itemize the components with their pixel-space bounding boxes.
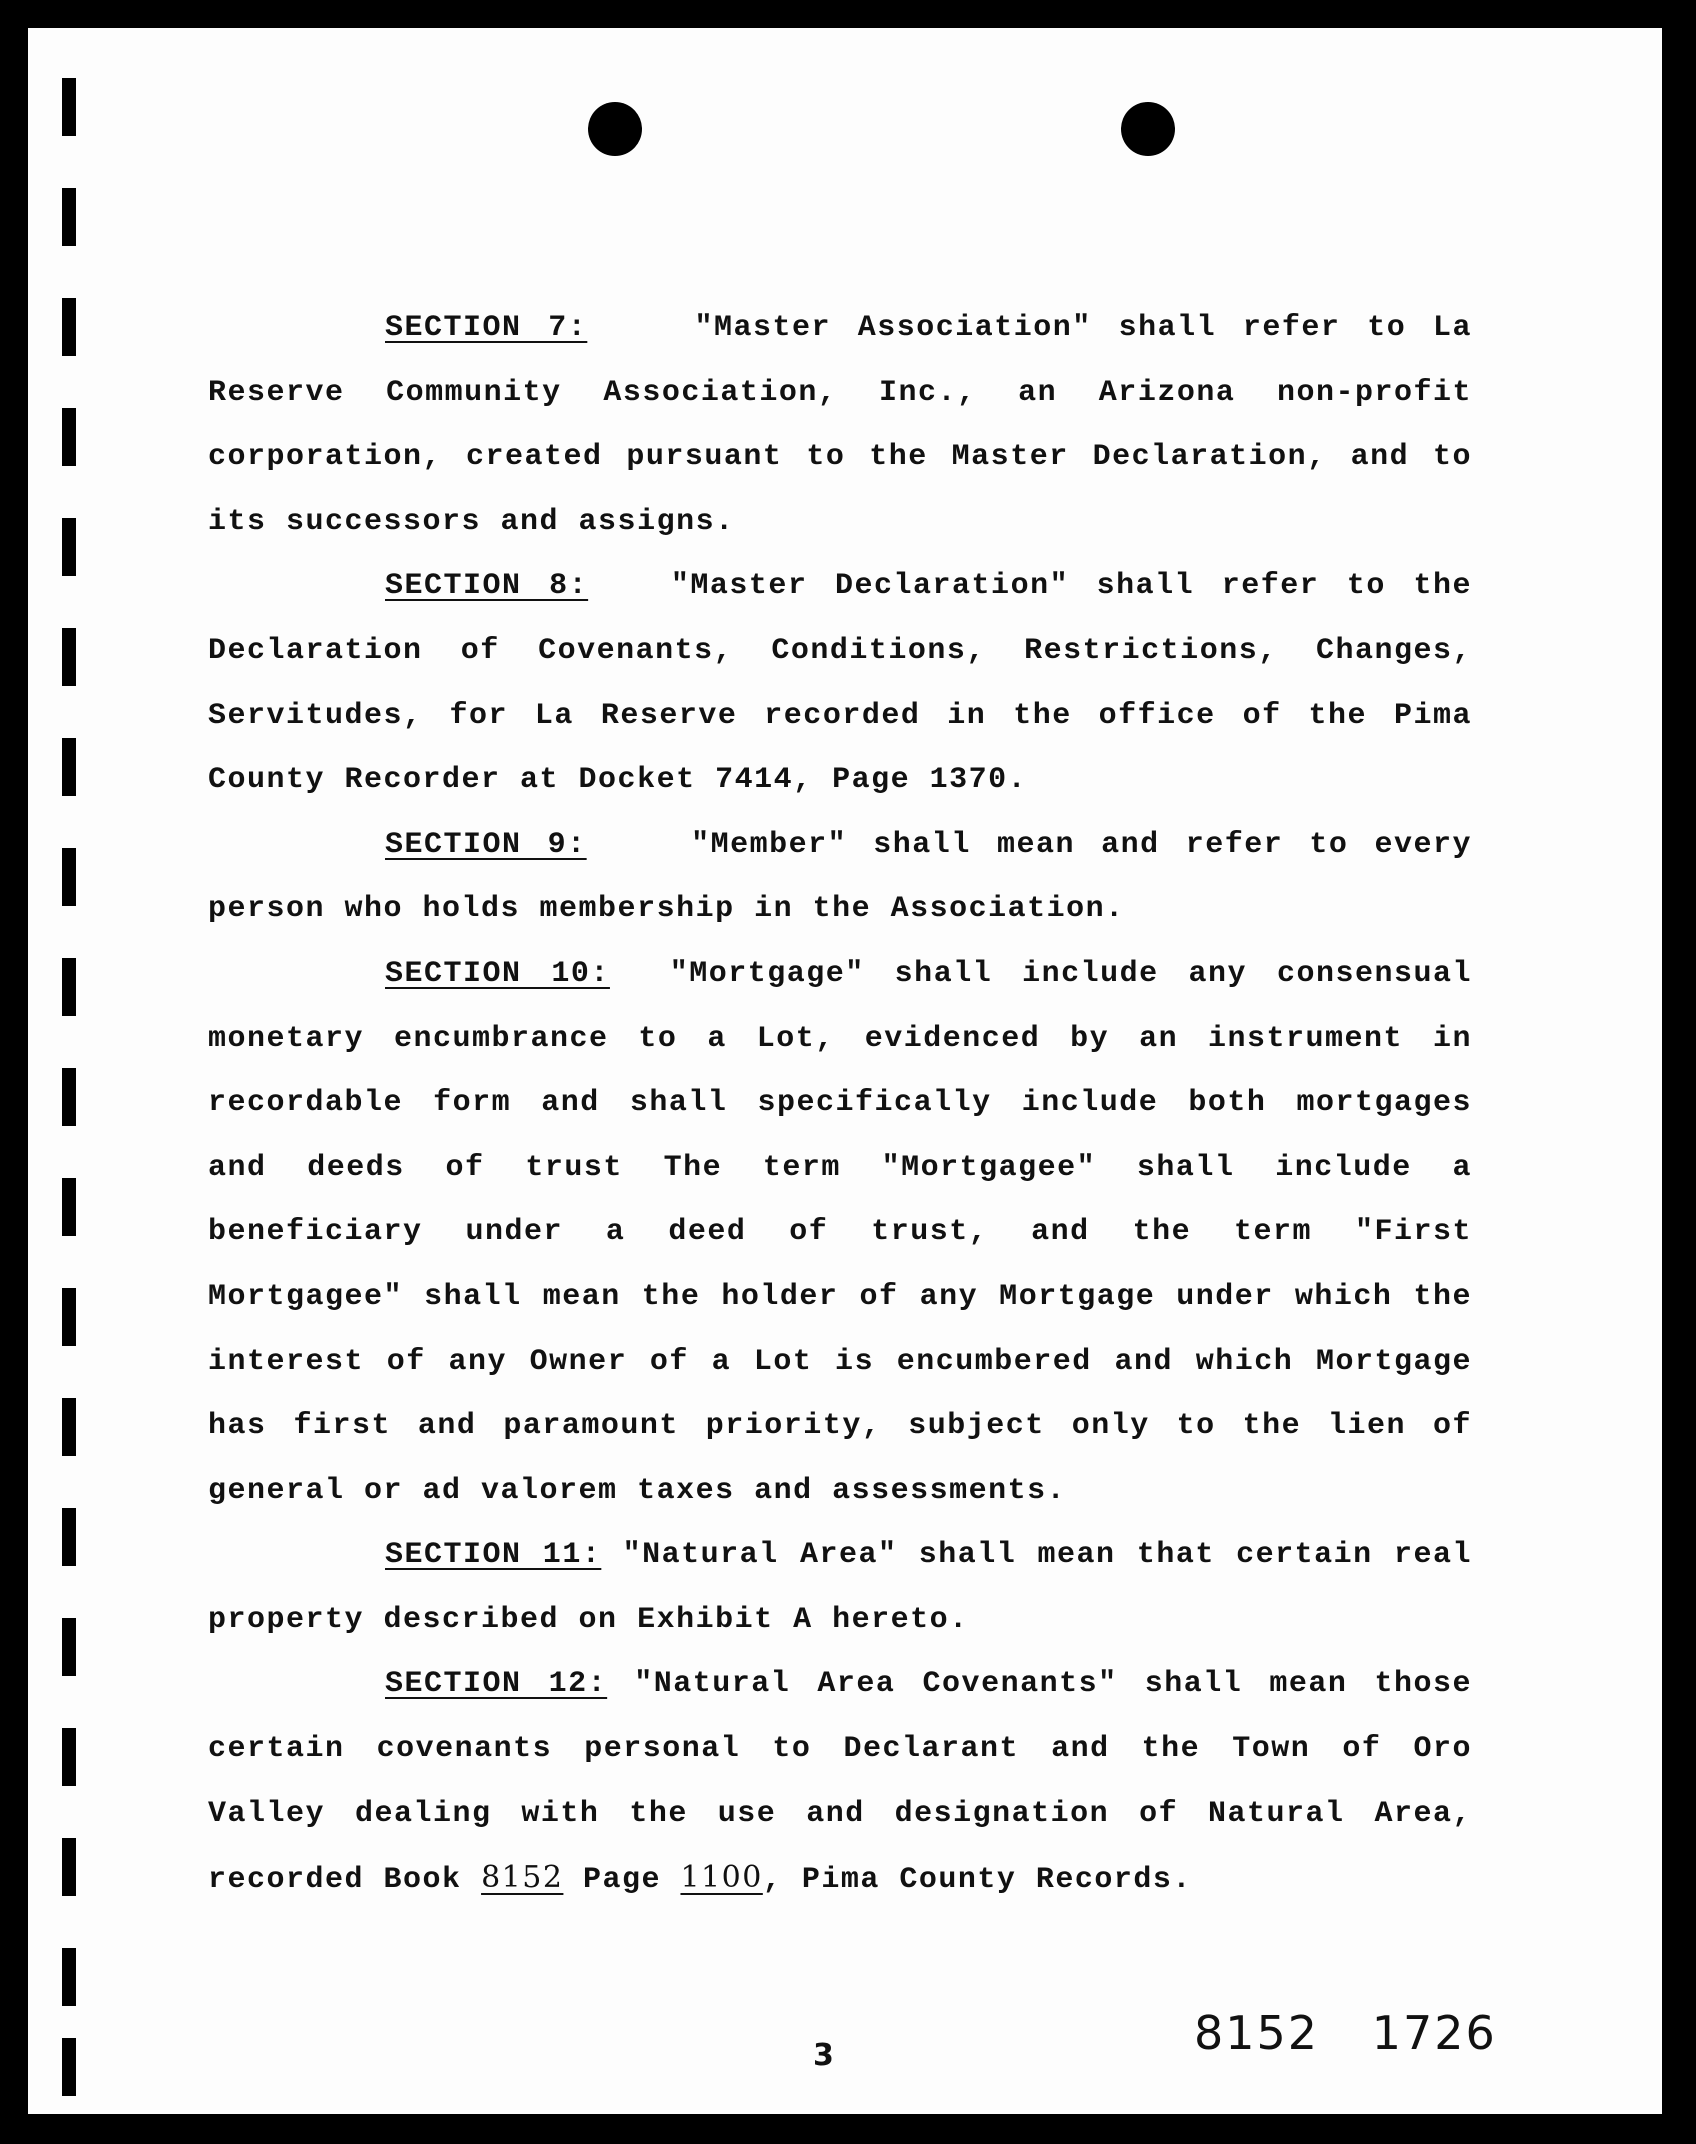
section-heading: SECTION 12: — [385, 1667, 608, 1702]
binding-mark — [62, 2038, 76, 2096]
section-text: "Mortgage" shall include any consensual monetary encumbrance to a Lot, evidenced by an instrument in recordable form and shall specifically include both mortgages and deeds of trust The term "Mortgagee" shall include a beneficiary under a deed of trust, and the term "First Mortgagee" shall mean the holder of any Mortgage under which the interest of any Owner of a Lot is encumbered and which Mortgage has first and paramount priority, subject only to the lien of general or ad valorem taxes and assessments. — [208, 956, 1472, 1508]
section-text: "Master Declaration" shall refer to the Declaration of Covenants, Conditions, Restrictions, Changes, Servitudes, for La Reserve recorded in the office of the Pima County Recorder at Docket 7414, Page 1370. — [208, 569, 1472, 798]
page-number: 3 — [813, 2038, 834, 2073]
page-label: Page — [582, 1863, 661, 1898]
section-12 — [208, 1652, 1472, 1912]
binding-mark — [62, 1178, 76, 1236]
section-11 — [208, 1523, 1472, 1652]
page-number-field: 1100 — [680, 1860, 763, 1896]
section-text: "Natural Area" shall mean that certain real property described on Exhibit A hereto. — [208, 1538, 1472, 1637]
binding-mark — [62, 188, 76, 246]
punch-hole-right — [1121, 102, 1175, 156]
section-10 — [208, 942, 1472, 1523]
docket-book: 8152 — [1194, 2006, 1320, 2060]
section-heading: SECTION 9: — [385, 827, 587, 862]
section-text: "Natural Area Covenants" shall mean those certain covenants personal to Declarant and the Town of Oro Valley dealing with the use and designation of Natural Area, recorded Book — [208, 1667, 1472, 1898]
binding-mark — [62, 1728, 76, 1786]
binding-mark — [62, 298, 76, 356]
binding-mark — [62, 408, 76, 466]
binding-mark — [62, 1068, 76, 1126]
binding-mark — [62, 78, 76, 136]
binding-mark — [62, 628, 76, 686]
section-8 — [208, 554, 1472, 812]
binding-mark — [62, 1288, 76, 1346]
binding-mark — [62, 738, 76, 796]
document-body — [208, 296, 1472, 1913]
book-number-field: 8152 — [481, 1860, 564, 1896]
section-7 — [208, 296, 1472, 554]
binding-mark — [62, 1508, 76, 1566]
docket-stamp — [1194, 2006, 1497, 2060]
section-text: "Master Association" shall refer to La Reserve Community Association, Inc., an Arizona non-profit corporation, created pursuant to the Master Declaration, and to its successors and assigns. — [208, 311, 1472, 539]
binding-mark — [62, 1618, 76, 1676]
section-text: "Member" shall mean and refer to every person who holds membership in the Association. — [208, 827, 1472, 927]
binding-mark — [62, 518, 76, 576]
binding-mark — [62, 958, 76, 1016]
section-heading: SECTION 10: — [385, 956, 610, 991]
binding-mark — [62, 1948, 76, 2006]
section-9 — [208, 813, 1472, 942]
section-heading: SECTION 7: — [385, 311, 588, 345]
punch-hole-left — [588, 102, 642, 156]
binding-mark — [62, 848, 76, 906]
section-heading: SECTION 11: — [385, 1538, 602, 1573]
document-page — [28, 28, 1662, 2114]
binding-mark — [62, 1398, 76, 1456]
section-heading: SECTION 8: — [385, 569, 589, 604]
docket-page: 1726 — [1371, 2006, 1497, 2060]
binding-mark — [62, 1838, 76, 1896]
section-text-end: , Pima County Records. — [762, 1863, 1192, 1898]
